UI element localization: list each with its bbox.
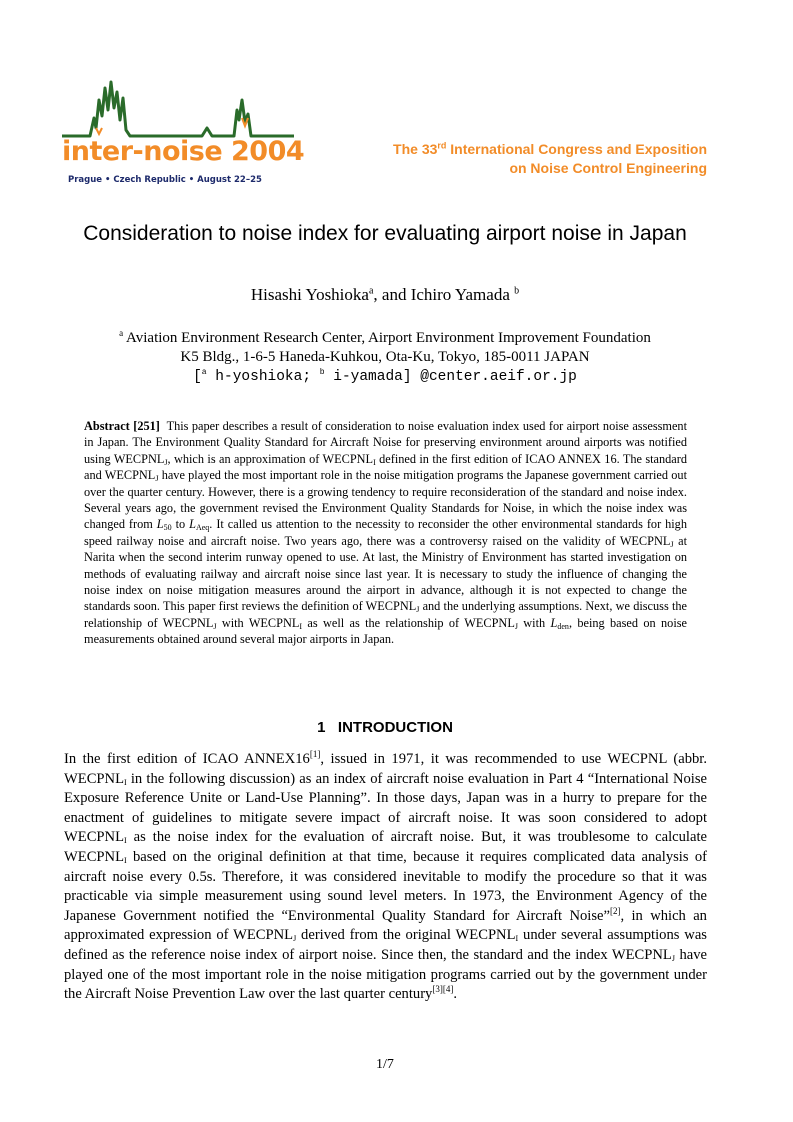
author-1: Hisashi Yoshioka [250, 285, 369, 304]
prague-skyline-graphic [62, 70, 294, 140]
congress-line-1: The 33rd International Congress and Exposition [393, 140, 707, 157]
introduction-paragraph: In the first edition of ICAO ANNEX16[1], issued in 1971, it was recommended to use WECPNL (abbr. $WECPNL_I$ in the following discussion) as an index of aircraft noise evaluation in Part 4 “International Noise Exposure Reference Unite or Land-Use Planning”. In those days, Japan was in a hurry to prepare for the enactment of guidelines to mitigate severe impact of aircraft noise. It was soon considered to adopt $WECPNL_I$ as the noise index for the evaluation of aircraft noise. But, it was troublesome to calculate $WECPNL_I$ based on the original definition at that time, because it requires complicated data analysis of aircraft noise every 0.5s. Therefore, it was considered inevitable to modify the procedure so that it was practicable via simple measurement using sound level meters. In 1973, the Environment Agency of the Japanese Government notified the “Environmental Quality Standard for Aircraft Noise”[2], in which an approximated expression of $WECPNL_J$ derived from the original $WECPNL_I$ under several assumptions was defined as the reference noise index of airport noise. Since then, the standard and the index $WECPNL_J$ have played one of the most important role in the noise mitigation programs carried out by the government under the Aircraft Noise Prevention Law over the last quarter century[3][4]. [64, 749, 708, 1003]
citation: [1] [309, 749, 321, 760]
congress-line-2: on Noise Control Engineering [509, 160, 707, 176]
authors: Hisashi Yoshioka$^a$, and Ichiro Yamada $^b$ [250, 285, 520, 304]
abstract-label: Abstract [251] [84, 419, 160, 433]
email-addresses: [$^a$ h-yoshioka; $^b$ i-yamada] @center.aeif.or.jp [193, 368, 577, 385]
page-number: 1/7 [376, 1057, 394, 1072]
affiliation-line-1: $^a$ Aviation Environment Research Center, Airport Environment Improvement Foundation [119, 328, 651, 346]
affiliation-line-2: K5 Bldg., 1-6-5 Haneda-Kuhkou, Ota-Ku, Tokyo, 185-0011 JAPAN [180, 349, 590, 365]
abstract: Abstract [251] This paper describes a result of consideration to noise evaluation index used for airport noise assessment in Japan. The Environment Quality Standard for Aircraft Noise for preserving environment around airports was notified using $WECPNL_J$, which is an approximation of $WECPNL_I$ defined in the first edition of ICAO ANNEX 16. The standard and $WECPNL_J$ have played the most important role in the noise mitigation programs the Japanese government carried out over the quarter century. However, there is a growing tendency to require reconsideration of the standard and noise index. Several years ago, the government revised the Environment Quality Standards for Noise, in which the noise index was changed from $L_{50}$ to $L_{Aeq}$. It called us attention to the necessity to reconsider the other environmental standards for high speed railway noise and aircraft noise. Two years ago, there was a controversy raised on the validity of $WECPNL_J$ at Narita when the second interim runway opened to use. At last, the Ministry of Environment has started investigation on methods of evaluating railway and aircraft noise since last year. It is necessary to study the influence of changing the noise index on noise mitigation measures around the airport in advance, although it is not expected to change the standards soon. This paper first reviews the definition of $WECPNL_J$ and the underlying assumptions. Next, we discuss the relationship of $WECPNL_J$ with $WECPNL_I$ as well as the relationship of $WECPNL_J$ with $L_{den}$, being based on noise measurements obtained around several major airports in Japan. [84, 419, 687, 647]
affiliation [60, 324, 710, 367]
paper-title: Consideration to noise index for evaluating airport noise in Japan [83, 222, 687, 245]
citation: [2] [609, 905, 621, 916]
citation: [3][4] [432, 984, 454, 995]
logo-wordmark: inter-noise 2004 [62, 136, 305, 167]
section-heading-introduction: 1 INTRODUCTION [317, 719, 453, 736]
logo-tagline: Prague • Czech Republic • August 22–25 [68, 175, 262, 185]
inter-noise-logo [62, 70, 305, 192]
congress-title [393, 140, 707, 178]
